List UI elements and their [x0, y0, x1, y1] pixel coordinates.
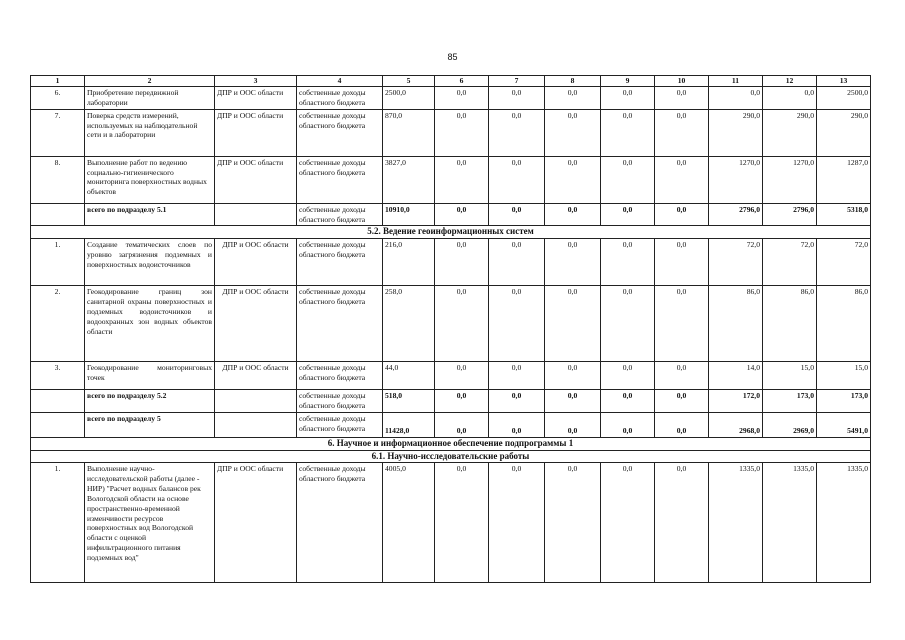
column-number-8: 8 — [545, 76, 601, 87]
value-col-9: 0,0 — [601, 109, 655, 156]
funding-source: собственные доходы областного бюджета — [297, 87, 383, 110]
value-col-9: 0,0 — [601, 286, 655, 362]
value-col-5: 4005,0 — [383, 463, 435, 583]
activity-name: всего по подразделу 5.1 — [85, 203, 215, 226]
value-col-5: 216,0 — [383, 239, 435, 286]
value-col-10: 0,0 — [655, 109, 709, 156]
funding-source: собственные доходы областного бюджета — [297, 390, 383, 413]
value-col-11: 172,0 — [709, 390, 763, 413]
value-col-6: 0,0 — [435, 87, 489, 110]
table-row — [31, 239, 871, 286]
executor: ДПР и ООС области — [215, 156, 297, 203]
value-col-5: 44,0 — [383, 362, 435, 390]
funding-source: собственные доходы областного бюджета — [297, 412, 383, 437]
column-number-10: 10 — [655, 76, 709, 87]
value-col-8: 0,0 — [545, 286, 601, 362]
value-col-7: 0,0 — [489, 362, 545, 390]
value-col-10: 0,0 — [655, 463, 709, 583]
column-number-12: 12 — [763, 76, 817, 87]
value-col-6: 0,0 — [435, 390, 489, 413]
value-col-12: 15,0 — [763, 362, 817, 390]
funding-source: собственные доходы областного бюджета — [297, 286, 383, 362]
section-heading-row — [31, 450, 871, 463]
subtotal-row — [31, 390, 871, 413]
activity-name: всего по подразделу 5 — [85, 412, 215, 437]
value-col-6: 0,0 — [435, 109, 489, 156]
value-col-13: 5318,0 — [817, 203, 871, 226]
column-number-6: 6 — [435, 76, 489, 87]
value-col-11: 290,0 — [709, 109, 763, 156]
value-col-8: 0,0 — [545, 203, 601, 226]
value-col-10: 0,0 — [655, 390, 709, 413]
activity-name: Создание тематических слоев по уровню загрязнения подземных и поверхностных водоисточников — [85, 239, 215, 286]
value-col-12: 2969,0 — [763, 412, 817, 437]
value-col-9: 0,0 — [601, 362, 655, 390]
activity-name: Геокодирование границ зон санитарной охраны поверхностных и подземных водоисточников и водоохранных зон водных объектов области — [85, 286, 215, 362]
column-number-1: 1 — [31, 76, 85, 87]
value-col-13: 2500,0 — [817, 87, 871, 110]
value-col-13: 86,0 — [817, 286, 871, 362]
row-number — [31, 412, 85, 437]
value-col-12: 290,0 — [763, 109, 817, 156]
value-col-6: 0,0 — [435, 156, 489, 203]
value-col-8: 0,0 — [545, 362, 601, 390]
value-col-10: 0,0 — [655, 203, 709, 226]
funding-source: собственные доходы областного бюджета — [297, 239, 383, 286]
value-col-12: 86,0 — [763, 286, 817, 362]
funding-source: собственные доходы областного бюджета — [297, 203, 383, 226]
value-col-8: 0,0 — [545, 109, 601, 156]
value-col-7: 0,0 — [489, 109, 545, 156]
value-col-10: 0,0 — [655, 412, 709, 437]
column-number-11: 11 — [709, 76, 763, 87]
value-col-9: 0,0 — [601, 156, 655, 203]
column-number-row — [31, 76, 871, 87]
section-heading: 5.2. Ведение геоинформационных систем — [31, 226, 871, 239]
value-col-12: 1270,0 — [763, 156, 817, 203]
value-col-5: 10910,0 — [383, 203, 435, 226]
activity-name: Приобретение передвижной лаборатории — [85, 87, 215, 110]
table-row — [31, 362, 871, 390]
table-row — [31, 286, 871, 362]
value-col-5: 258,0 — [383, 286, 435, 362]
row-number: 2. — [31, 286, 85, 362]
value-col-10: 0,0 — [655, 362, 709, 390]
value-col-13: 5491,0 — [817, 412, 871, 437]
activity-name: всего по подразделу 5.2 — [85, 390, 215, 413]
value-col-11: 1270,0 — [709, 156, 763, 203]
value-col-7: 0,0 — [489, 286, 545, 362]
value-col-7: 0,0 — [489, 412, 545, 437]
executor: ДПР и ООС области — [215, 239, 297, 286]
value-col-13: 1287,0 — [817, 156, 871, 203]
section-heading: 6.1. Научно-исследовательские работы — [31, 450, 871, 463]
value-col-12: 1335,0 — [763, 463, 817, 583]
value-col-8: 0,0 — [545, 156, 601, 203]
column-number-7: 7 — [489, 76, 545, 87]
table-row — [31, 463, 871, 583]
row-number: 6. — [31, 87, 85, 110]
value-col-12: 173,0 — [763, 390, 817, 413]
row-number: 7. — [31, 109, 85, 156]
executor: ДПР и ООС области — [215, 362, 297, 390]
column-number-13: 13 — [817, 76, 871, 87]
section-heading-row — [31, 226, 871, 239]
table-row — [31, 156, 871, 203]
value-col-8: 0,0 — [545, 412, 601, 437]
value-col-5: 870,0 — [383, 109, 435, 156]
executor — [215, 390, 297, 413]
activity-name: Геокодирование мониторинговых точек — [85, 362, 215, 390]
value-col-5: 518,0 — [383, 390, 435, 413]
subtotal-row — [31, 203, 871, 226]
executor: ДПР и ООС области — [215, 286, 297, 362]
table-row — [31, 87, 871, 110]
value-col-11: 86,0 — [709, 286, 763, 362]
value-col-5: 11428,0 — [383, 412, 435, 437]
value-col-7: 0,0 — [489, 463, 545, 583]
value-col-6: 0,0 — [435, 203, 489, 226]
value-col-10: 0,0 — [655, 239, 709, 286]
value-col-8: 0,0 — [545, 463, 601, 583]
column-number-4: 4 — [297, 76, 383, 87]
value-col-9: 0,0 — [601, 390, 655, 413]
value-col-13: 1335,0 — [817, 463, 871, 583]
value-col-7: 0,0 — [489, 239, 545, 286]
executor: ДПР и ООС области — [215, 87, 297, 110]
funding-source: собственные доходы областного бюджета — [297, 156, 383, 203]
value-col-6: 0,0 — [435, 239, 489, 286]
table-row — [31, 109, 871, 156]
value-col-12: 72,0 — [763, 239, 817, 286]
value-col-11: 2968,0 — [709, 412, 763, 437]
value-col-8: 0,0 — [545, 239, 601, 286]
value-col-9: 0,0 — [601, 87, 655, 110]
activity-name: Выполнение научно-исследовательской работы (далее - НИР) "Расчет водных балансов рек Вологодской области на основе пространственно-временной изменчивости ресурсов поверхностных вод Вологодской области с оценкой инфильтрационного питания подземных вод" — [85, 463, 215, 583]
row-number — [31, 203, 85, 226]
value-col-8: 0,0 — [545, 87, 601, 110]
column-number-5: 5 — [383, 76, 435, 87]
value-col-11: 72,0 — [709, 239, 763, 286]
value-col-6: 0,0 — [435, 412, 489, 437]
executor: ДПР и ООС области — [215, 463, 297, 583]
value-col-12: 2796,0 — [763, 203, 817, 226]
row-number — [31, 390, 85, 413]
value-col-6: 0,0 — [435, 362, 489, 390]
value-col-10: 0,0 — [655, 156, 709, 203]
value-col-8: 0,0 — [545, 390, 601, 413]
value-col-9: 0,0 — [601, 203, 655, 226]
value-col-11: 14,0 — [709, 362, 763, 390]
funding-source: собственные доходы областного бюджета — [297, 109, 383, 156]
value-col-13: 72,0 — [817, 239, 871, 286]
value-col-7: 0,0 — [489, 156, 545, 203]
executor — [215, 412, 297, 437]
value-col-9: 0,0 — [601, 412, 655, 437]
row-number: 8. — [31, 156, 85, 203]
funding-source: собственные доходы областного бюджета — [297, 463, 383, 583]
value-col-7: 0,0 — [489, 390, 545, 413]
row-number: 3. — [31, 362, 85, 390]
executor: ДПР и ООС области — [215, 109, 297, 156]
section-heading: 6. Научное и информационное обеспечение подпрограммы 1 — [31, 437, 871, 450]
value-col-13: 290,0 — [817, 109, 871, 156]
value-col-13: 173,0 — [817, 390, 871, 413]
value-col-7: 0,0 — [489, 203, 545, 226]
activity-name: Поверка средств измерений, используемых на наблюдательной сети и в лаборатории — [85, 109, 215, 156]
value-col-6: 0,0 — [435, 463, 489, 583]
column-number-2: 2 — [85, 76, 215, 87]
value-col-11: 2796,0 — [709, 203, 763, 226]
value-col-11: 1335,0 — [709, 463, 763, 583]
column-number-9: 9 — [601, 76, 655, 87]
executor — [215, 203, 297, 226]
row-number: 1. — [31, 463, 85, 583]
value-col-11: 0,0 — [709, 87, 763, 110]
page-number: 85 — [447, 52, 458, 62]
value-col-5: 3827,0 — [383, 156, 435, 203]
value-col-12: 0,0 — [763, 87, 817, 110]
column-number-3: 3 — [215, 76, 297, 87]
value-col-6: 0,0 — [435, 286, 489, 362]
section-heading-row — [31, 437, 871, 450]
activity-name: Выполнение работ по ведению социально-гигиенического мониторинга поверхностных водных объектов — [85, 156, 215, 203]
subtotal-row — [31, 412, 871, 437]
value-col-9: 0,0 — [601, 463, 655, 583]
value-col-9: 0,0 — [601, 239, 655, 286]
value-col-13: 15,0 — [817, 362, 871, 390]
value-col-7: 0,0 — [489, 87, 545, 110]
value-col-5: 2500,0 — [383, 87, 435, 110]
row-number: 1. — [31, 239, 85, 286]
funding-source: собственные доходы областного бюджета — [297, 362, 383, 390]
value-col-10: 0,0 — [655, 286, 709, 362]
budget-table — [30, 75, 871, 583]
value-col-10: 0,0 — [655, 87, 709, 110]
